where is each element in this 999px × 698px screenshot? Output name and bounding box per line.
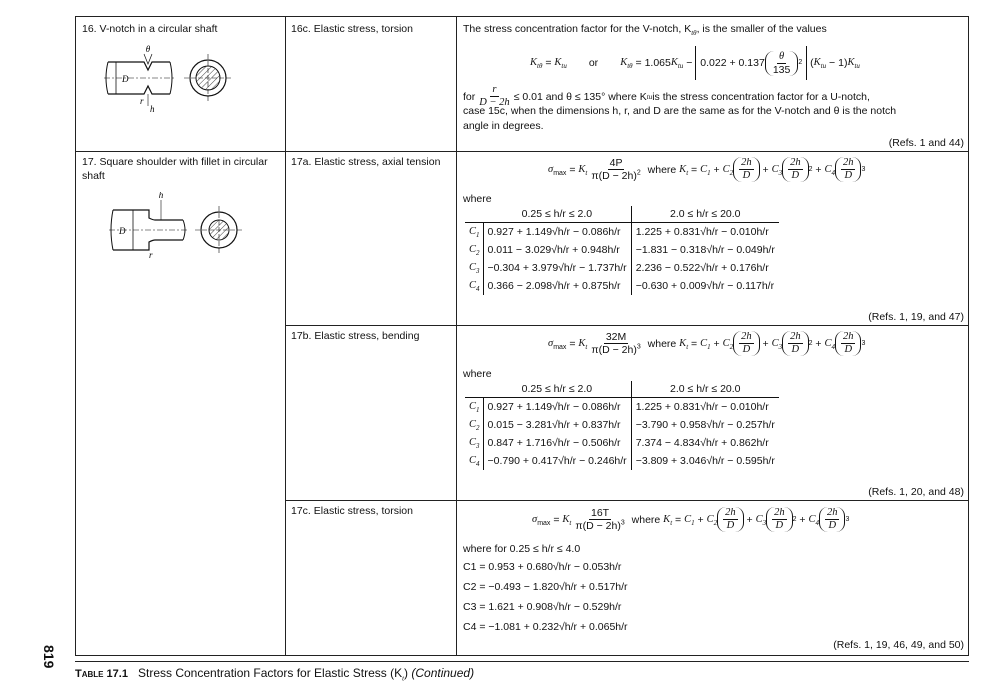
case-16c-formula: $K_{t\theta}$ = $K_{tu}$ or $K_{t\theta}$ = 1.065 $K_{tu}$ − 0.022 + 0.137 $\frac{\theta}{135}$ 2 ( $K_{tu}$ − 1) $K_{tu}$ bbox=[530, 46, 860, 80]
label-h-17: h bbox=[158, 192, 164, 200]
case-17c-references: (Refs. 1, 19, 46, 49, and 50) bbox=[833, 639, 964, 651]
v-notch-shaft-drawing bbox=[100, 42, 240, 114]
case-17a-subtitle: 17a. Elastic stress, axial tension bbox=[291, 156, 441, 168]
case-17b-where: where bbox=[463, 368, 492, 380]
case-17c-formula: $\sigma_{max}$ = $K_t$ $\frac{16T}{\pi(D - 2h)^3}$ where $K_t$ = $C_1$ + $C_2$ $\frac{2h}{D}$ + $C_3$ $\frac{2h}{D}$ 2 + $C_4$ $\frac{2h}{D}$ 3 bbox=[532, 507, 850, 532]
label-theta: θ bbox=[145, 44, 151, 54]
label-h: h bbox=[150, 104, 155, 114]
case-16c-condition: for $\frac{r}{D - 2h}$ ≤ 0.01 and θ ≤ 135° where K tu is the stress concentration factor for a U-notch, bbox=[463, 84, 870, 108]
case-17c-c3: C3 = 1.621 + 0.908√h/r − 0.529h/r bbox=[463, 601, 622, 613]
case-17c-where: where for 0.25 ≤ h/r ≤ 4.0 bbox=[463, 543, 581, 555]
case-16c-note-line2: case 15c, when the dimensions h, r, and D are the same as for the V-notch and θ is the notch bbox=[463, 105, 897, 117]
table-row: $C_2$ 0.011 − 3.029√h/r + 0.948h/r −1.831 − 0.318√h/r − 0.049h/r bbox=[465, 241, 779, 259]
row-divider-17b-17c bbox=[285, 500, 969, 501]
table-bottom-rule bbox=[75, 655, 969, 656]
case-17a-formula: $\sigma_{max}$ = $K_t$ $\frac{4P}{\pi(D - 2h)^2}$ where $K_t$ = $C_1$ + $C_2$ $\frac{2h}{D}$ + $C_3$ $\frac{2h}{D}$ 2 + $C_4$ $\frac{2h}{D}$ 3 bbox=[548, 157, 866, 182]
col-divider-2 bbox=[456, 16, 457, 656]
table-right-border bbox=[968, 16, 969, 656]
col-divider-1 bbox=[285, 16, 286, 656]
case-17a-where: where bbox=[463, 193, 492, 205]
table-row: $C_4$ −0.790 + 0.417√h/r − 0.246h/r −3.809 + 3.046√h/r − 0.595h/r bbox=[465, 452, 779, 470]
label-r: r bbox=[140, 96, 144, 106]
caption-rule bbox=[75, 661, 969, 662]
label-D-17: D bbox=[119, 226, 126, 236]
case-17b-subtitle: 17b. Elastic stress, bending bbox=[291, 330, 420, 342]
case-17c-c2: C2 = −0.493 − 1.820√h/r + 0.517h/r bbox=[463, 581, 628, 593]
case-17b-references: (Refs. 1, 20, and 48) bbox=[868, 486, 964, 498]
table-row: $C_3$ 0.847 + 1.716√h/r − 0.506h/r 7.374 − 4.834√h/r + 0.862h/r bbox=[465, 434, 779, 452]
case-16c-note-line3: angle in degrees. bbox=[463, 120, 544, 132]
table-row: $C_4$ 0.366 − 2.098√h/r + 0.875h/r −0.630 + 0.009√h/r − 0.117h/r bbox=[465, 277, 779, 295]
table-row: $C_1$ 0.927 + 1.149√h/r − 0.086h/r 1.225 + 0.831√h/r − 0.010h/r bbox=[465, 398, 779, 417]
case-17c-subtitle: 17c. Elastic stress, torsion bbox=[291, 505, 413, 517]
case-17b-coefficient-table: 0.25 ≤ h/r ≤ 2.0 2.0 ≤ h/r ≤ 20.0 $C_1$ 0.927 + 1.149√h/r − 0.086h/r 1.225 + 0.831√h/r − 0.010h/r $C_2$ 0.015 − 3.281√h/r + 0.837h/r −3.790 + 0.958√h/r − 0.257h/r $C_3$ 0.847 + 1.716√h/r − 0.506h/r 7.374 − 4.834√h/r + 0.862h/r $C_4$ −0.790 + 0.417√h/r − 0.246h/r −3.809 + 3.046√h/r − 0.595h/r bbox=[465, 381, 779, 470]
case-17-title: 17. Square shoulder with fillet in circular shaft bbox=[82, 156, 268, 182]
case-16c-references: (Refs. 1 and 44) bbox=[888, 137, 964, 149]
case-16c-subtitle: 16c. Elastic stress, torsion bbox=[291, 23, 413, 35]
label-D: D bbox=[122, 74, 129, 84]
table-row: $C_3$ −0.304 + 3.979√h/r − 1.737h/r 2.236 − 0.522√h/r + 0.176h/r bbox=[465, 259, 779, 277]
case-17b-formula: $\sigma_{max}$ = $K_t$ $\frac{32M}{\pi(D - 2h)^3}$ where $K_t$ = $C_1$ + $C_2$ $\frac{2h}{D}$ + $C_3$ $\frac{2h}{D}$ 2 + $C_4$ $\frac{2h}{D}$ 3 bbox=[548, 331, 866, 356]
row-divider-17a-17b bbox=[285, 325, 969, 326]
label-r-17: r bbox=[149, 250, 153, 260]
case-16-title: 16. V-notch in a circular shaft bbox=[82, 23, 218, 35]
shouldered-shaft-drawing bbox=[105, 192, 245, 264]
table-row: $C_2$ 0.015 − 3.281√h/r + 0.837h/r −3.790 + 0.958√h/r − 0.257h/r bbox=[465, 416, 779, 434]
case-17c-c1: C1 = 0.953 + 0.680√h/r − 0.053h/r bbox=[463, 561, 622, 573]
table-caption: Table 17.1 Stress Concentration Factors for Elastic Stress $(K_t)$ (Continued) bbox=[75, 666, 475, 683]
case-17c-c4: C4 = −1.081 + 0.232√h/r + 0.065h/r bbox=[463, 621, 628, 633]
case-17a-references: (Refs. 1, 19, and 47) bbox=[868, 311, 964, 323]
table-top-rule bbox=[75, 16, 969, 17]
case-16c-description: The stress concentration factor for the V-notch, $K_{t\theta}$, is the smaller of the values bbox=[463, 23, 827, 38]
page-number: 819 bbox=[41, 645, 57, 669]
table-row: $C_1$ 0.927 + 1.149√h/r − 0.086h/r 1.225 + 0.831√h/r − 0.010h/r bbox=[465, 223, 779, 242]
case-17a-coefficient-table: 0.25 ≤ h/r ≤ 2.0 2.0 ≤ h/r ≤ 20.0 $C_1$ 0.927 + 1.149√h/r − 0.086h/r 1.225 + 0.831√h/r − 0.010h/r $C_2$ 0.011 − 3.029√h/r + 0.948h/r −1.831 − 0.318√h/r − 0.049h/r $C_3$ −0.304 + 3.979√h/r − 1.737h/r 2.236 − 0.522√h/r + 0.176h/r $C_4$ 0.366 − 2.098√h/r + 0.875h/r −0.630 + 0.009√h/r − 0.117h/r bbox=[465, 206, 779, 295]
table-left-border bbox=[75, 16, 76, 656]
row-divider-16-17 bbox=[75, 151, 969, 152]
